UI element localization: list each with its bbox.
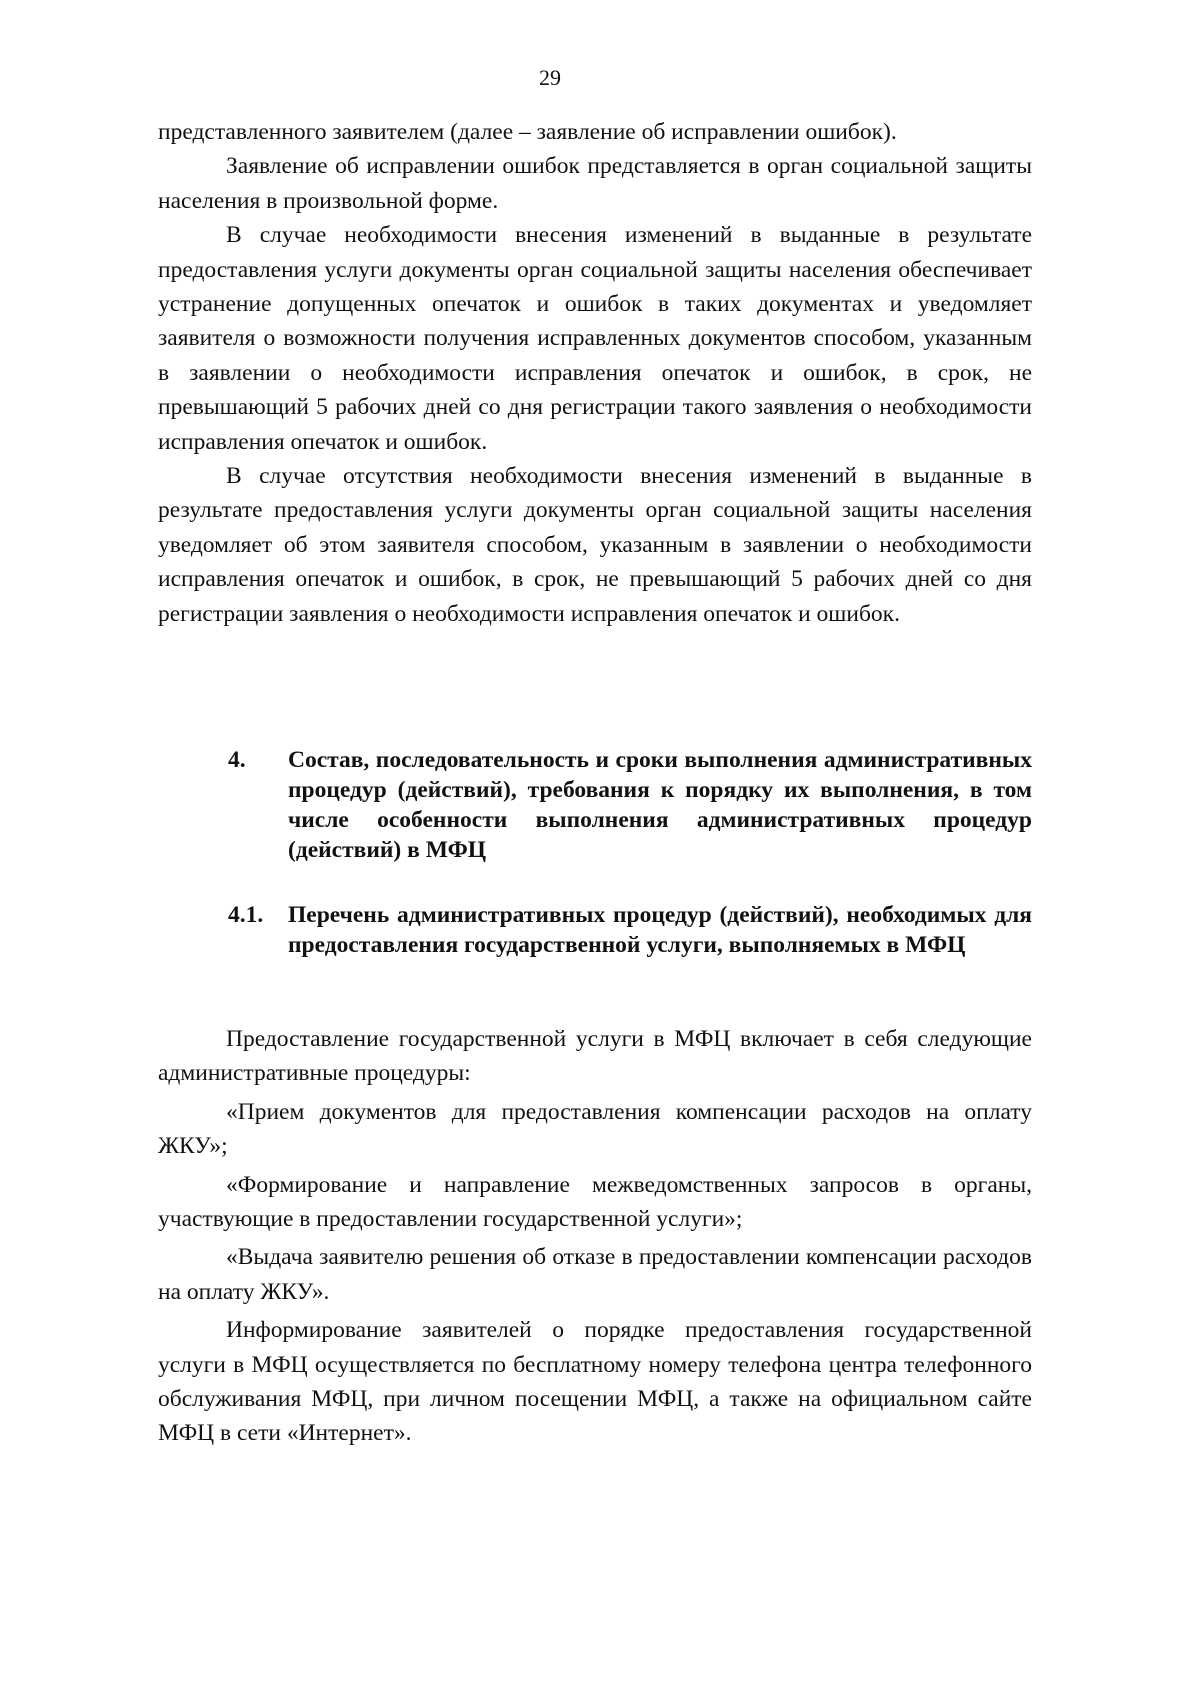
body-text-top <box>158 115 1032 631</box>
section-heading-4 <box>228 745 1032 865</box>
paragraph: В случае необходимости внесения изменений в выданные в результате предоставления услуги документы орган социальной защиты населения обеспечивает устранение допущенных опечаток и ошибок в таких документах и уведомляет заявителя о возможности получения исправленных документов способом, указанным в заявлении о необходимости исправления опечаток и ошибок, в срок, не превышающий 5 рабочих дней со дня регистрации такого заявления о необходимости исправления опечаток и ошибок. <box>158 222 1032 455</box>
paragraph: «Формирование и направление межведомственных запросов в органы, участвующие в предоставлении государственной услуги»; <box>158 1171 1032 1233</box>
section-number: 4.1. <box>228 902 264 928</box>
body-text-bottom <box>158 1022 1032 1451</box>
page-number: 29 <box>539 65 561 90</box>
paragraph: В случае отсутствия необходимости внесения изменений в выданные в результате предоставления услуги документы орган социальной защиты населения уведомляет об этом заявителя способом, указанным в заявлении о необходимости исправления опечаток и ошибок, в срок, не превышающий 5 рабочих дней со дня регистрации заявления о необходимости исправления опечаток и ошибок. <box>158 463 1032 627</box>
paragraph: «Выдача заявителю решения об отказе в предоставлении компенсации расходов на оплату ЖКУ». <box>158 1244 1032 1305</box>
section-number: 4. <box>228 747 246 773</box>
section-title: Перечень административных процедур (действий), необходимых для предоставления государственной услуги, выполняемых в МФЦ <box>288 902 1032 958</box>
section-title: Состав, последовательность и сроки выполнения административных процедур (действий), требования к порядку их выполнения, в том числе особенности выполнения административных процедур (действий) в МФЦ <box>288 747 1032 863</box>
paragraph: «Прием документов для предоставления компенсации расходов на оплату ЖКУ»; <box>158 1098 1032 1160</box>
section-heading-4-1 <box>228 900 1032 960</box>
paragraph: Предоставление государственной услуги в МФЦ включает в себя следующие административные процедуры: <box>158 1026 1032 1087</box>
paragraph: Заявление об исправлении ошибок представляется в орган социальной защиты населения в произвольной форме. <box>158 153 1032 214</box>
paragraph: представленного заявителем (далее – заявление об исправлении ошибок). <box>158 119 897 145</box>
paragraph: Информирование заявителей о порядке предоставления государственной услуги в МФЦ осуществляется по бесплатному номеру телефона центра телефонного обслуживания МФЦ, при личном посещении МФЦ, а также на официальном сайте МФЦ в сети «Интернет». <box>158 1317 1032 1447</box>
